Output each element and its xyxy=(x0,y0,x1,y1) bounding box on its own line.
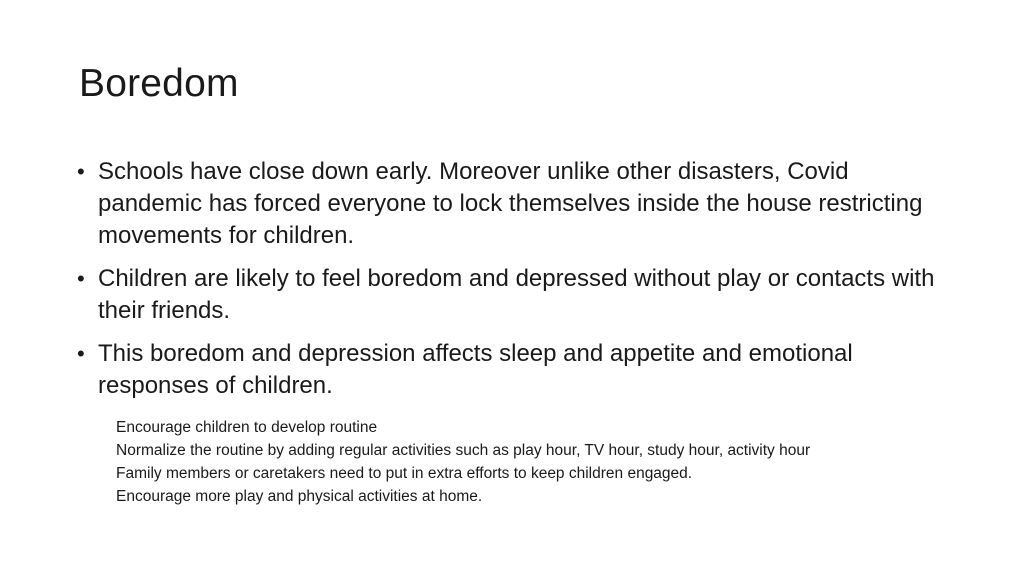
note-line: Encourage children to develop routine xyxy=(116,419,378,436)
bullet-text: Children are likely to feel boredom and depressed without play or contacts with their friends. xyxy=(98,265,935,324)
bullet-marker: • xyxy=(77,159,85,184)
bullet-item xyxy=(77,156,957,252)
bullet-marker: • xyxy=(77,341,85,366)
note-line: Normalize the routine by adding regular activities such as play hour, TV hour, study hour, activity hour xyxy=(116,442,811,459)
bullet-text: Schools have close down early. Moreover unlike other disasters, Covid pandemic has forced everyone to lock themselves inside the house restricting movements for children. xyxy=(98,158,923,249)
bullet-marker: • xyxy=(77,266,85,291)
notes-list xyxy=(116,416,886,508)
note-line: Encourage more play and physical activities at home. xyxy=(116,488,483,505)
bullet-list xyxy=(77,156,957,413)
bullet-text: This boredom and depression affects sleep and appetite and emotional responses of children. xyxy=(98,340,853,399)
bullet-item xyxy=(77,263,957,327)
note-line: Family members or caretakers need to put in extra efforts to keep children engaged. xyxy=(116,465,693,482)
slide-title: Boredom xyxy=(79,62,239,105)
bullet-item xyxy=(77,338,957,402)
